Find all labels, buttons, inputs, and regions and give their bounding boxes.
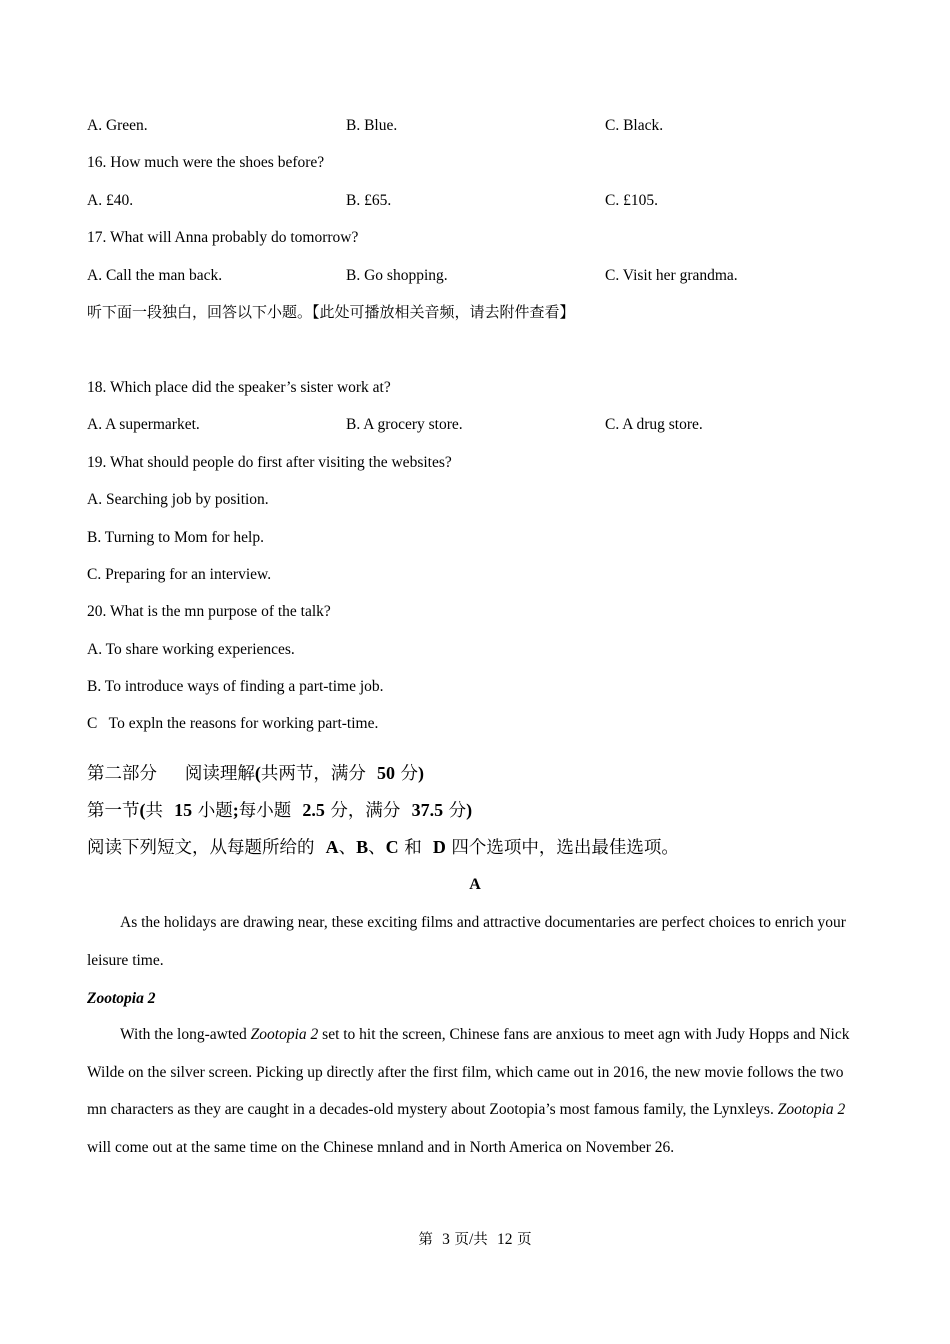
q19-question: 19. What should people do first after visiting the websites? (87, 454, 452, 471)
section1-text: 共 (145, 801, 175, 821)
question-count: 15 (174, 800, 193, 820)
letter-a: A (325, 837, 339, 857)
option-c: C. £105. (605, 192, 658, 209)
instruction-text: 阅读下列短文，从每题所给的 (87, 838, 326, 858)
paren-close: ) (418, 763, 425, 783)
option-a: A. £40. (87, 192, 134, 209)
paren-open: ( (139, 800, 146, 820)
option-b: B. Blue. (346, 117, 398, 134)
section1-text: 每小题 (238, 801, 303, 821)
film-text: set to hit the screen, Chinese fans are anxious to meet agn with Judy Hopps and Nick Wilde on the silver screen. Picking up directly after the first film, which came out in 2016, the new movie follows the two mn characters as they are caught in a decades-old mystery about Zootopia’s most famous family, the Lynxleys. (87, 1026, 850, 1118)
section1-text: 小题 (192, 801, 233, 821)
film-text: will come out at the same time on the Chinese mnland and in North America on November 26. (87, 1138, 675, 1156)
instruction-text: 四个选项中，选出最佳选项。 (445, 838, 679, 858)
q19-option-a: A. Searching job by position. (87, 491, 269, 508)
paren-open: ( (254, 763, 261, 783)
q18-question: 18. Which place did the speaker’s sister work at? (87, 379, 391, 396)
total-score: 50 (376, 763, 395, 783)
option-c: C. Visit her grandma. (605, 267, 738, 284)
section1-title: 第一节 (87, 801, 140, 821)
score-per-question: 2.5 (302, 800, 325, 820)
footer-text: 第 (418, 1232, 443, 1248)
letter-b: B (356, 837, 369, 857)
separator: 、 (338, 838, 357, 858)
q20-option-c: C To expln the reasons for working part-time. (87, 715, 379, 732)
option-b: B. £65. (346, 192, 392, 209)
option-b: B. A grocery store. (346, 416, 463, 433)
film-title-inline: Zootopia 2 (777, 1101, 846, 1118)
q20-option-a: A. To share working experiences. (87, 641, 295, 658)
letter-c: C (385, 837, 399, 857)
total-pages: 12 (497, 1231, 513, 1248)
option-c: C. Black. (605, 117, 664, 134)
semicolon: ; (232, 800, 239, 820)
q20-question: 20. What is the mn purpose of the talk? (87, 603, 331, 620)
monologue-instruction: 听下面一段独白，回答以下小题。【此处可播放相关音频，请去附件查看】 (87, 303, 575, 321)
instruction-text: 和 (398, 838, 433, 858)
option-b: B. Go shopping. (346, 267, 448, 284)
separator: 、 (368, 838, 386, 858)
film-text: With the long-awted (120, 1026, 251, 1043)
q20-option-b: B. To introduce ways of finding a part-time job. (87, 678, 384, 695)
option-a: A. A supermarket. (87, 416, 200, 433)
part2-heading-text: 共两节，满分 (260, 764, 377, 784)
reading-instruction (87, 835, 679, 860)
letter-d: D (432, 837, 446, 857)
score-unit: 分 (394, 764, 419, 784)
film-title-inline: Zootopia 2 (250, 1026, 319, 1043)
part2-heading (87, 761, 424, 786)
section-total: 37.5 (411, 800, 444, 820)
section1-text: 分，满分 (324, 801, 412, 821)
footer-slash: / (468, 1231, 474, 1248)
q19-option-b: B. Turning to Mom for help. (87, 529, 264, 546)
footer-text: 页 (512, 1232, 532, 1248)
q19-option-c: C. Preparing for an interview. (87, 566, 272, 583)
option-a: A. Call the man back. (87, 267, 223, 284)
film-description (87, 1016, 867, 1166)
score-unit: 分 (443, 801, 467, 821)
page-number: 3 (442, 1231, 450, 1248)
page-footer (0, 1228, 950, 1249)
part2-heading-text: 第二部分 阅读理解 (87, 764, 255, 784)
film-title: Zootopia 2 (87, 990, 156, 1007)
section1-heading (87, 798, 472, 823)
passage-letter: A (469, 876, 481, 893)
option-c: C. A drug store. (605, 416, 703, 433)
option-a: A. Green. (87, 117, 148, 134)
passage-intro: As the holidays are drawing near, these exciting films and attractive documentaries are perfect choices to enrich your leisure time. (87, 914, 846, 969)
paren-close: ) (466, 800, 473, 820)
footer-text: 共 (473, 1232, 497, 1248)
q17-question: 17. What will Anna probably do tomorrow? (87, 229, 359, 246)
footer-text: 页 (449, 1232, 469, 1248)
q16-question: 16. How much were the shoes before? (87, 154, 325, 171)
